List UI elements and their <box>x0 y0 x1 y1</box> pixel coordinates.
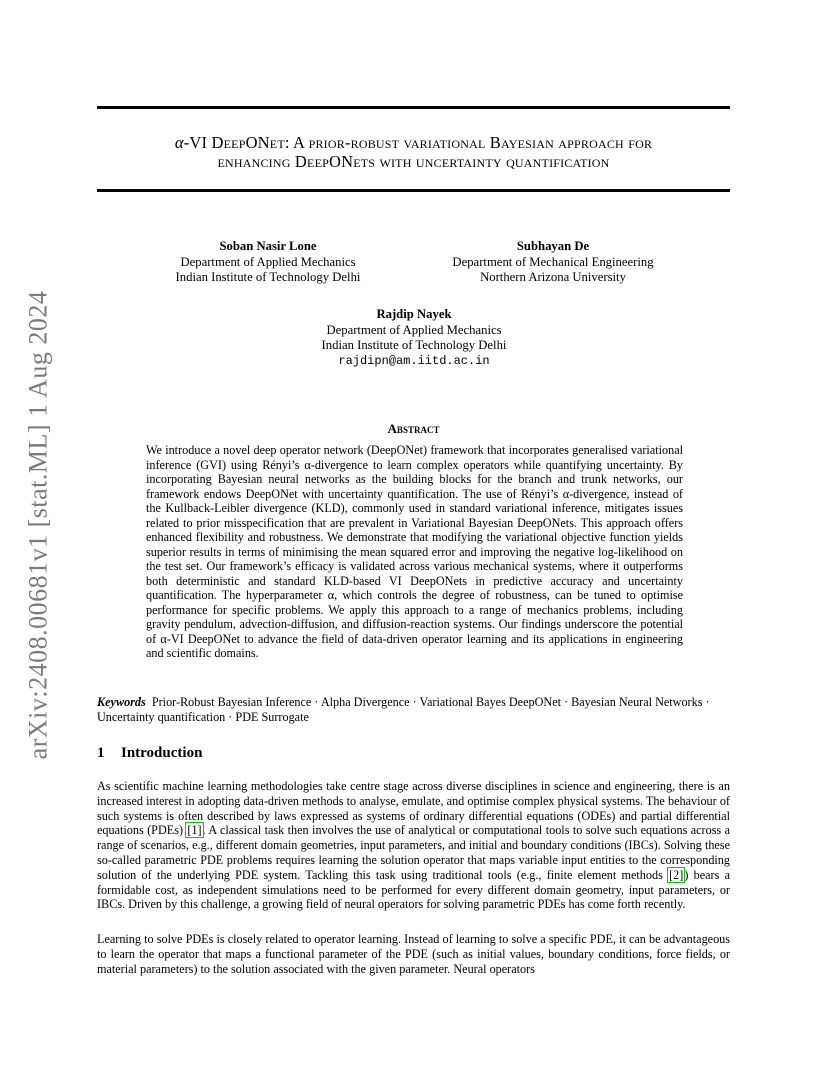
author-block <box>290 307 538 369</box>
title-bottom-rule <box>97 189 730 192</box>
paper-title <box>97 133 730 171</box>
author-institution: Northern Arizona University <box>480 270 626 284</box>
keywords-label: Keywords <box>97 695 146 709</box>
citation-link[interactable]: [2] <box>669 867 684 882</box>
abstract-body: We introduce a novel deep operator network (DeepONet) framework that incorporates generalised variational inference (GVI) using Rényi’s α-divergence to learn complex operators while quantifying uncertainty. By incorporating Bayesian neural networks as the building blocks for the branch and trunk networks, our framework endows DeepONet with uncertainty quantification. The use of Rényi’s α-divergence, instead of the Kullback-Leibler divergence (KLD), commonly used in standard variational inference, mitigates issues related to prior misspecification that are prevalent in Variational Bayesian DeepONets. This approach offers enhanced flexibility and robustness. We demonstrate that modifying the variational objective function yields superior results in terms of minimising the mean squared error and improving the negative log-likelihood on the test set. Our framework’s efficacy is validated across various mechanical systems, where it outperforms both deterministic and standard KLD-based VI DeepONets in predictive accuracy and uncertainty quantification. The hyperparameter α, which controls the degree of robustness, can be tuned to optimise performance for specific problems. We apply this approach to a range of mechanics problems, including gravity pendulum, advection-diffusion, and diffusion-reaction systems. Our findings underscore the potential of α-VI DeepONet to advance the field of data-driven operator learning and its applications in engineering and scientific domains. <box>146 443 683 660</box>
author-block <box>425 239 681 286</box>
author-institution: Indian Institute of Technology Delhi <box>321 338 507 352</box>
paragraph-text: ) bears a formidable cost, as independent simulations need to be performed for every different domain geometry, input parameters, or IBCs. Driven by this challenge, a growing field of neural operators for solving parametric PDEs has come forth recently. <box>97 867 731 912</box>
author-block <box>155 239 381 286</box>
author-email: rajdipn@am.iitd.ac.in <box>338 353 490 368</box>
author-department: Department of Mechanical Engineering <box>452 254 654 269</box>
section-number: 1 <box>97 745 105 761</box>
paragraph-text: . A classical task then involves the use of analytical or computational tools to solve such equations across a range of scenarios, e.g., different domain geometries, input parameters, and initial and boundary conditions (IBCs). Solving these so-called parametric PDE problems requires learning the solution operator that maps variable input entities to the corresponding solution of the underlying PDE system. Tackling this task using traditional tools (e.g., finite element methods <box>97 823 730 882</box>
title-line-2: enhancing DeepONets with uncertainty quantification <box>217 152 610 171</box>
keywords-text: Prior-Robust Bayesian Inference · Alpha Divergence · Variational Bayes DeepONet · Bayesian Neural Networks · Uncertainty quantification · PDE Surrogate <box>97 695 710 724</box>
intro-paragraph <box>97 779 730 912</box>
paragraph-text: As scientific machine learning methodologies take centre stage across diverse disciplines in science and engineering, there is an increased interest in adopting data-driven methods to analyse, emulate, and optimise complex physical systems. The behaviour of such systems is often described by laws expressed as systems of ordinary differential equations (ODEs) and partial differential equations (PDEs) <box>97 779 730 838</box>
title-top-rule <box>97 106 730 109</box>
citation-link[interactable]: [1] <box>187 823 202 838</box>
author-institution: Indian Institute of Technology Delhi <box>175 270 361 284</box>
keywords-line <box>97 695 730 725</box>
title-alpha-symbol: α <box>174 133 184 152</box>
arxiv-identifier-stamp <box>20 290 56 760</box>
author-name: Rajdip Nayek <box>376 307 452 321</box>
author-name: Soban Nasir Lone <box>219 239 317 253</box>
author-department: Department of Applied Mechanics <box>180 254 356 269</box>
arxiv-identifier-text: arXiv:2408.00681v1 [stat.ML] 1 Aug 2024 <box>23 290 52 760</box>
section-heading <box>97 745 202 762</box>
abstract-heading: Abstract <box>387 421 440 436</box>
section-title: Introduction <box>121 745 203 761</box>
author-department: Department of Applied Mechanics <box>326 322 502 337</box>
title-line-1-text: -VI DeepONet: A prior-robust variational Bayesian approach for <box>183 133 653 152</box>
intro-paragraph: Learning to solve PDEs is closely related to operator learning. Instead of learning to solve a specific PDE, it can be advantageous to learn the operator that maps a functional parameter of the PDE (such as initial values, boundary conditions, force fields, or material parameters) to the solution associated with the given parameter. Neural operators <box>97 932 730 976</box>
title-line-1 <box>97 133 730 152</box>
author-name: Subhayan De <box>516 239 590 253</box>
